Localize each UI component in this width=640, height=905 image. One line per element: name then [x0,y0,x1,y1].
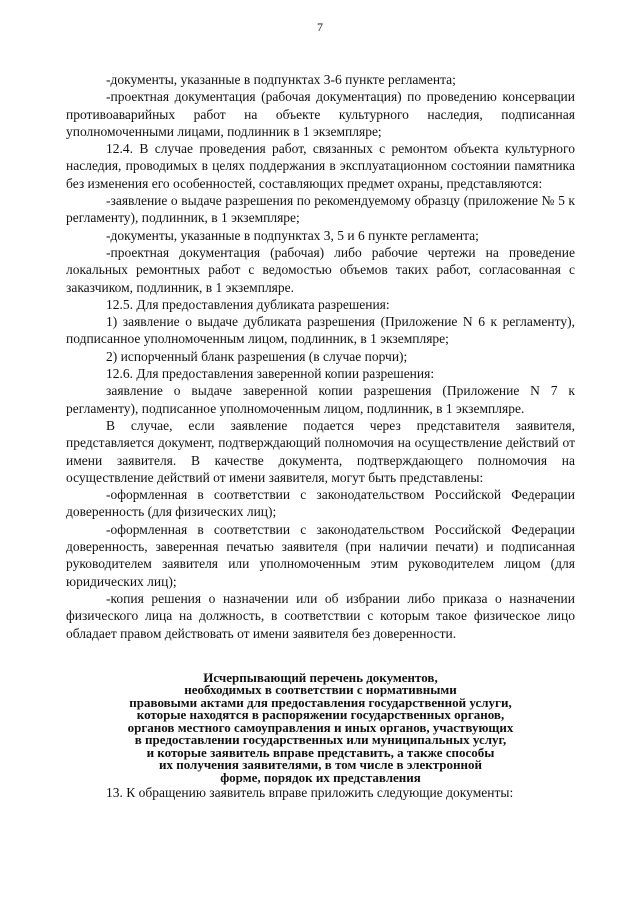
paragraph: 2) испорченный бланк разрешения (в случае порчи); [106,348,408,364]
paragraph: 12.4. В случае проведения работ, связанных с ремонтом объекта культурного наследия, проводимых в целях поддержания в эксплуатационном состоянии памятника без изменения его особенностей, составляющих предмет охраны, представляются: [66,141,575,191]
paragraph: -проектная документация (рабочая документация) по проведению консервации противоаварийных работ на объекте культурного наследия, подписанная уполномоченными лицами, подлинник в 1 экземпляре; [66,89,575,139]
paragraph: В случае, если заявление подается через представителя заявителя, представляется документ, подтверждающий полномочия на осуществление действий от имени заявителя. В качестве документа, подтверждающего полномочия на осуществление действий от имени заявителя, могут быть представлены: [66,417,575,485]
paragraph: -оформленная в соответствии с законодательством Российской Федерации доверенность, заверенная печатью заявителя (при наличии печати) и подписанная руководителем заявителя или уполномоченным этим руководителем лицом (для юридических лиц); [66,521,575,589]
paragraph: -документы, указанные в подпунктах 3, 5 и 6 пункте регламента; [106,227,479,243]
heading-line: которые находятся в распоряжении государственных органов, [136,707,505,723]
paragraph: 12.6. Для предоставления заверенной копии разрешения: [106,366,435,382]
paragraph: 1) заявление о выдаче дубликата разрешения (Приложение N 6 к регламенту), подписанное уполномоченным лицом, подлинник, в 1 экземпляре; [66,314,575,347]
heading-line: форме, порядок их представления [220,769,421,785]
heading-line: в предоставлении государственных или муниципальных услуг, [134,732,507,748]
heading-line: правовыми актами для предоставления государственной услуги, [129,694,512,710]
heading-line: Исчерпывающий перечень документов, [203,669,438,685]
paragraph: -проектная документация (рабочая) либо рабочие чертежи на проведение локальных ремонтных работ с ведомостью объемов таких работ, согласованная с заказчиком, подлинник, в 1 экземпляре. [66,244,575,295]
heading-line: их получения заявителями, в том числе в электронной [158,757,482,773]
paragraph: -документы, указанные в подпунктах 3-6 пункте регламента; [106,72,456,87]
document-body [66,71,575,802]
paragraph: -заявление о выдаче разрешения по рекомендуемому образцу (приложение № 5 к регламенту), подлинник, в 1 экземпляре; [66,193,575,226]
paragraph: 12.5. Для предоставления дубликата разрешения: [106,296,390,312]
page-number: 7 [317,20,323,34]
section-heading [66,669,575,785]
heading-line: и которые заявитель вправе представить, а также способы [146,744,495,760]
paragraph: 13. К обращению заявитель вправе приложить следующие документы: [106,785,514,801]
paragraph: -копия решения о назначении или об избрании либо приказа о назначении физического лица на должность, в соответствии с которым такое физическое лицо обладает правом действовать от имени заявителя без доверенности. [66,590,575,641]
heading-line: необходимых в соответствии с нормативными [184,682,457,698]
paragraph: -оформленная в соответствии с законодательством Российской Федерации доверенность (для физических лиц); [66,487,575,520]
paragraph: заявление о выдаче заверенной копии разрешения (Приложение N 7 к регламенту), подписанное уполномоченным лицом, подлинник, в 1 экземпляре. [66,383,575,416]
heading-line: органов местного самоуправления и иных органов, участвующих [127,719,514,735]
